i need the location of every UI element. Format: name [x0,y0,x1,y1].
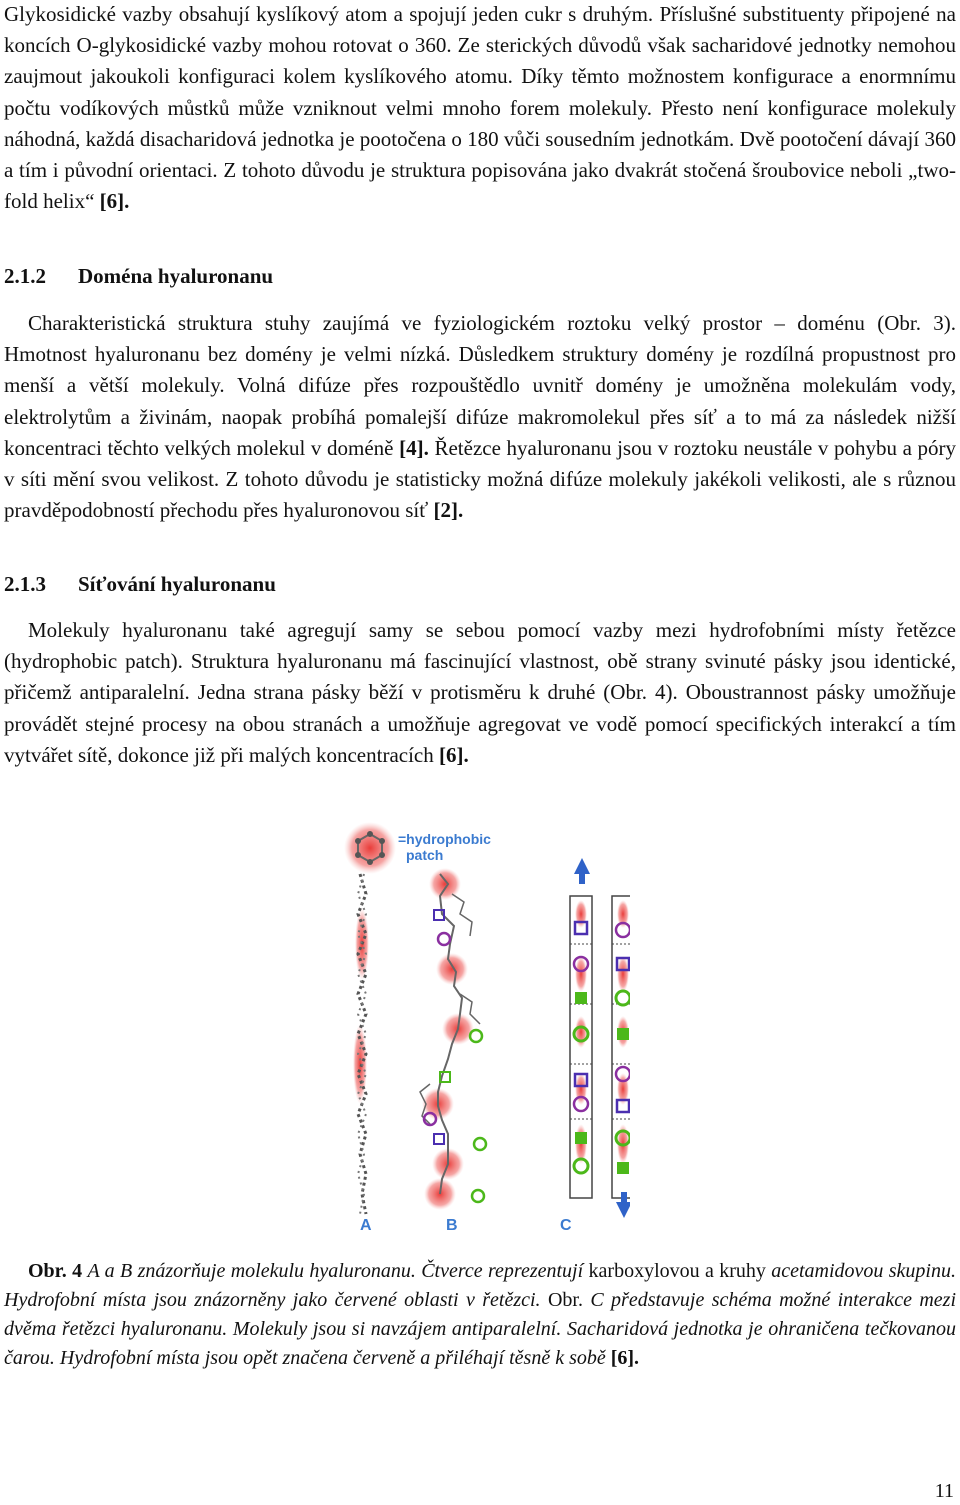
chain-a [353,874,369,1214]
paragraph-text: Glykosidické vazby obsahují kyslíkový atom a spojují jeden cukr s druhým. Příslušné substituenty připojené na koncích O-glykosidické vazby mohou rotovat o 360. Ze sterických důvodů však sacharidové jednotky nemohou zaujmout jakoukoli konfiguraci kolem kyslíkového atomu. Díky těmto možnostem konfigurace a enormnímu počtu vodíkových můstků může vzniknout velmi mnoho forem molekuly. Přesto není konfigurace molekuly náhodná, každá disacharidová jednotka je pootočena o 180 vůči sousedním jednotkám. Dvě pootočení dávají 360 a tím i původní orientaci. Z tohoto důvodu je struktura popisována jako dvakrát stočená šroubovice neboli „two-fold helix“ [4,2,956,214]
figure-label-c: C [560,1217,572,1234]
caption-text: Obr. [547,1289,583,1311]
paragraph-text: Řetězce hyaluronanu jsou v roztoku neustále v pohybu a póry v síti mění svou velikost. Z tohoto důvodu je statisticky možná difúze molekuly jakékoli velikosti, ale s různou pravděpodobností přechodu přes hyaluronovou síť [4,435,957,523]
legend-label: patch [406,847,444,863]
up-arrow-icon [574,858,590,884]
citation: [4]. [399,435,429,460]
section-number: 2.1.3 [4,572,46,596]
caption-text: karboxylovou a kruhy [588,1260,766,1282]
caption-text: C představuje schéma možné interakce mezi dvěma řetězci hyaluronanu. Molekuly jsou si navzájem antiparalelní. Sacharidová jednotka je ohraničena tečkovanou čarou. Hydrofobní místa jsou opět značena červeně a přiléhají těsně k sobě [4,1289,957,1369]
hyaluronan-figure [330,814,630,1238]
down-arrow-icon [616,1192,630,1218]
figure-label-b: B [446,1217,458,1234]
section-title: Síťování hyaluronanu [78,572,276,596]
legend-label: =hydrophobic [398,831,491,847]
caption-label: Obr. 4 [28,1260,83,1282]
caption-text: A a B znázorňuje molekulu hyaluronanu. Čtverce reprezentují [87,1260,584,1282]
citation: [2]. [433,498,464,523]
citation: [6]. [439,742,469,767]
chain-c [570,858,630,1218]
paragraph-glycosidic [4,0,956,217]
citation: [6]. [99,189,130,214]
section-title: Doména hyaluronanu [78,264,274,288]
citation: [6]. [610,1347,640,1369]
figure-caption [4,1257,956,1373]
figure-label-a: A [360,1217,372,1234]
chain-b [420,868,486,1210]
page-number: 11 [934,1480,954,1502]
section-heading-domain [4,264,273,289]
legend-patch-icon [344,822,396,874]
paragraph-crosslinking [4,615,956,771]
section-number: 2.1.2 [4,264,46,288]
section-heading-crosslinking [4,572,276,597]
paragraph-domain [4,308,956,526]
paragraph-text: Molekuly hyaluronanu také agregují samy se sebou pomocí vazby mezi hydrofobními místy řetězce (hydrophobic patch). Struktura hyaluronanu má fascinující vlastnost, obě strany svinuté pásky jsou identické, přičemž antiparalelní. Jedna strana pásky běží v protisměru k druhé (Obr. 4). Oboustrannost pásky umožňuje provádět stejné procesy na obou stranách a umožňuje agregovat ve vodě pomocí specifických interakcí a tím vytvářet sítě, dokonce již při malých koncentracích [4,618,956,767]
caption-text: acetamidovou skupinu. Hydrofobní místa jsou znázorněny jako červené oblasti v řetězci. [4,1260,956,1311]
paragraph-text: Charakteristická struktura stuhy zaujímá ve fyziologickém roztoku velký prostor – doménu (Obr. 3). Hmotnost hyaluronanu bez domény je velmi nízká. Důsledkem struktury domény je rozdílná propustnost pro menší a větší molekuly. Volná difúze přes rozpouštědlo uvnitř domény je umožněna molekulám vody, elektrolytům a živinám, naopak probíhá pomalejší difúze makromolekul přes síť a to má za následek nižší koncentraci těchto velkých molekul v doméně [4,311,956,460]
